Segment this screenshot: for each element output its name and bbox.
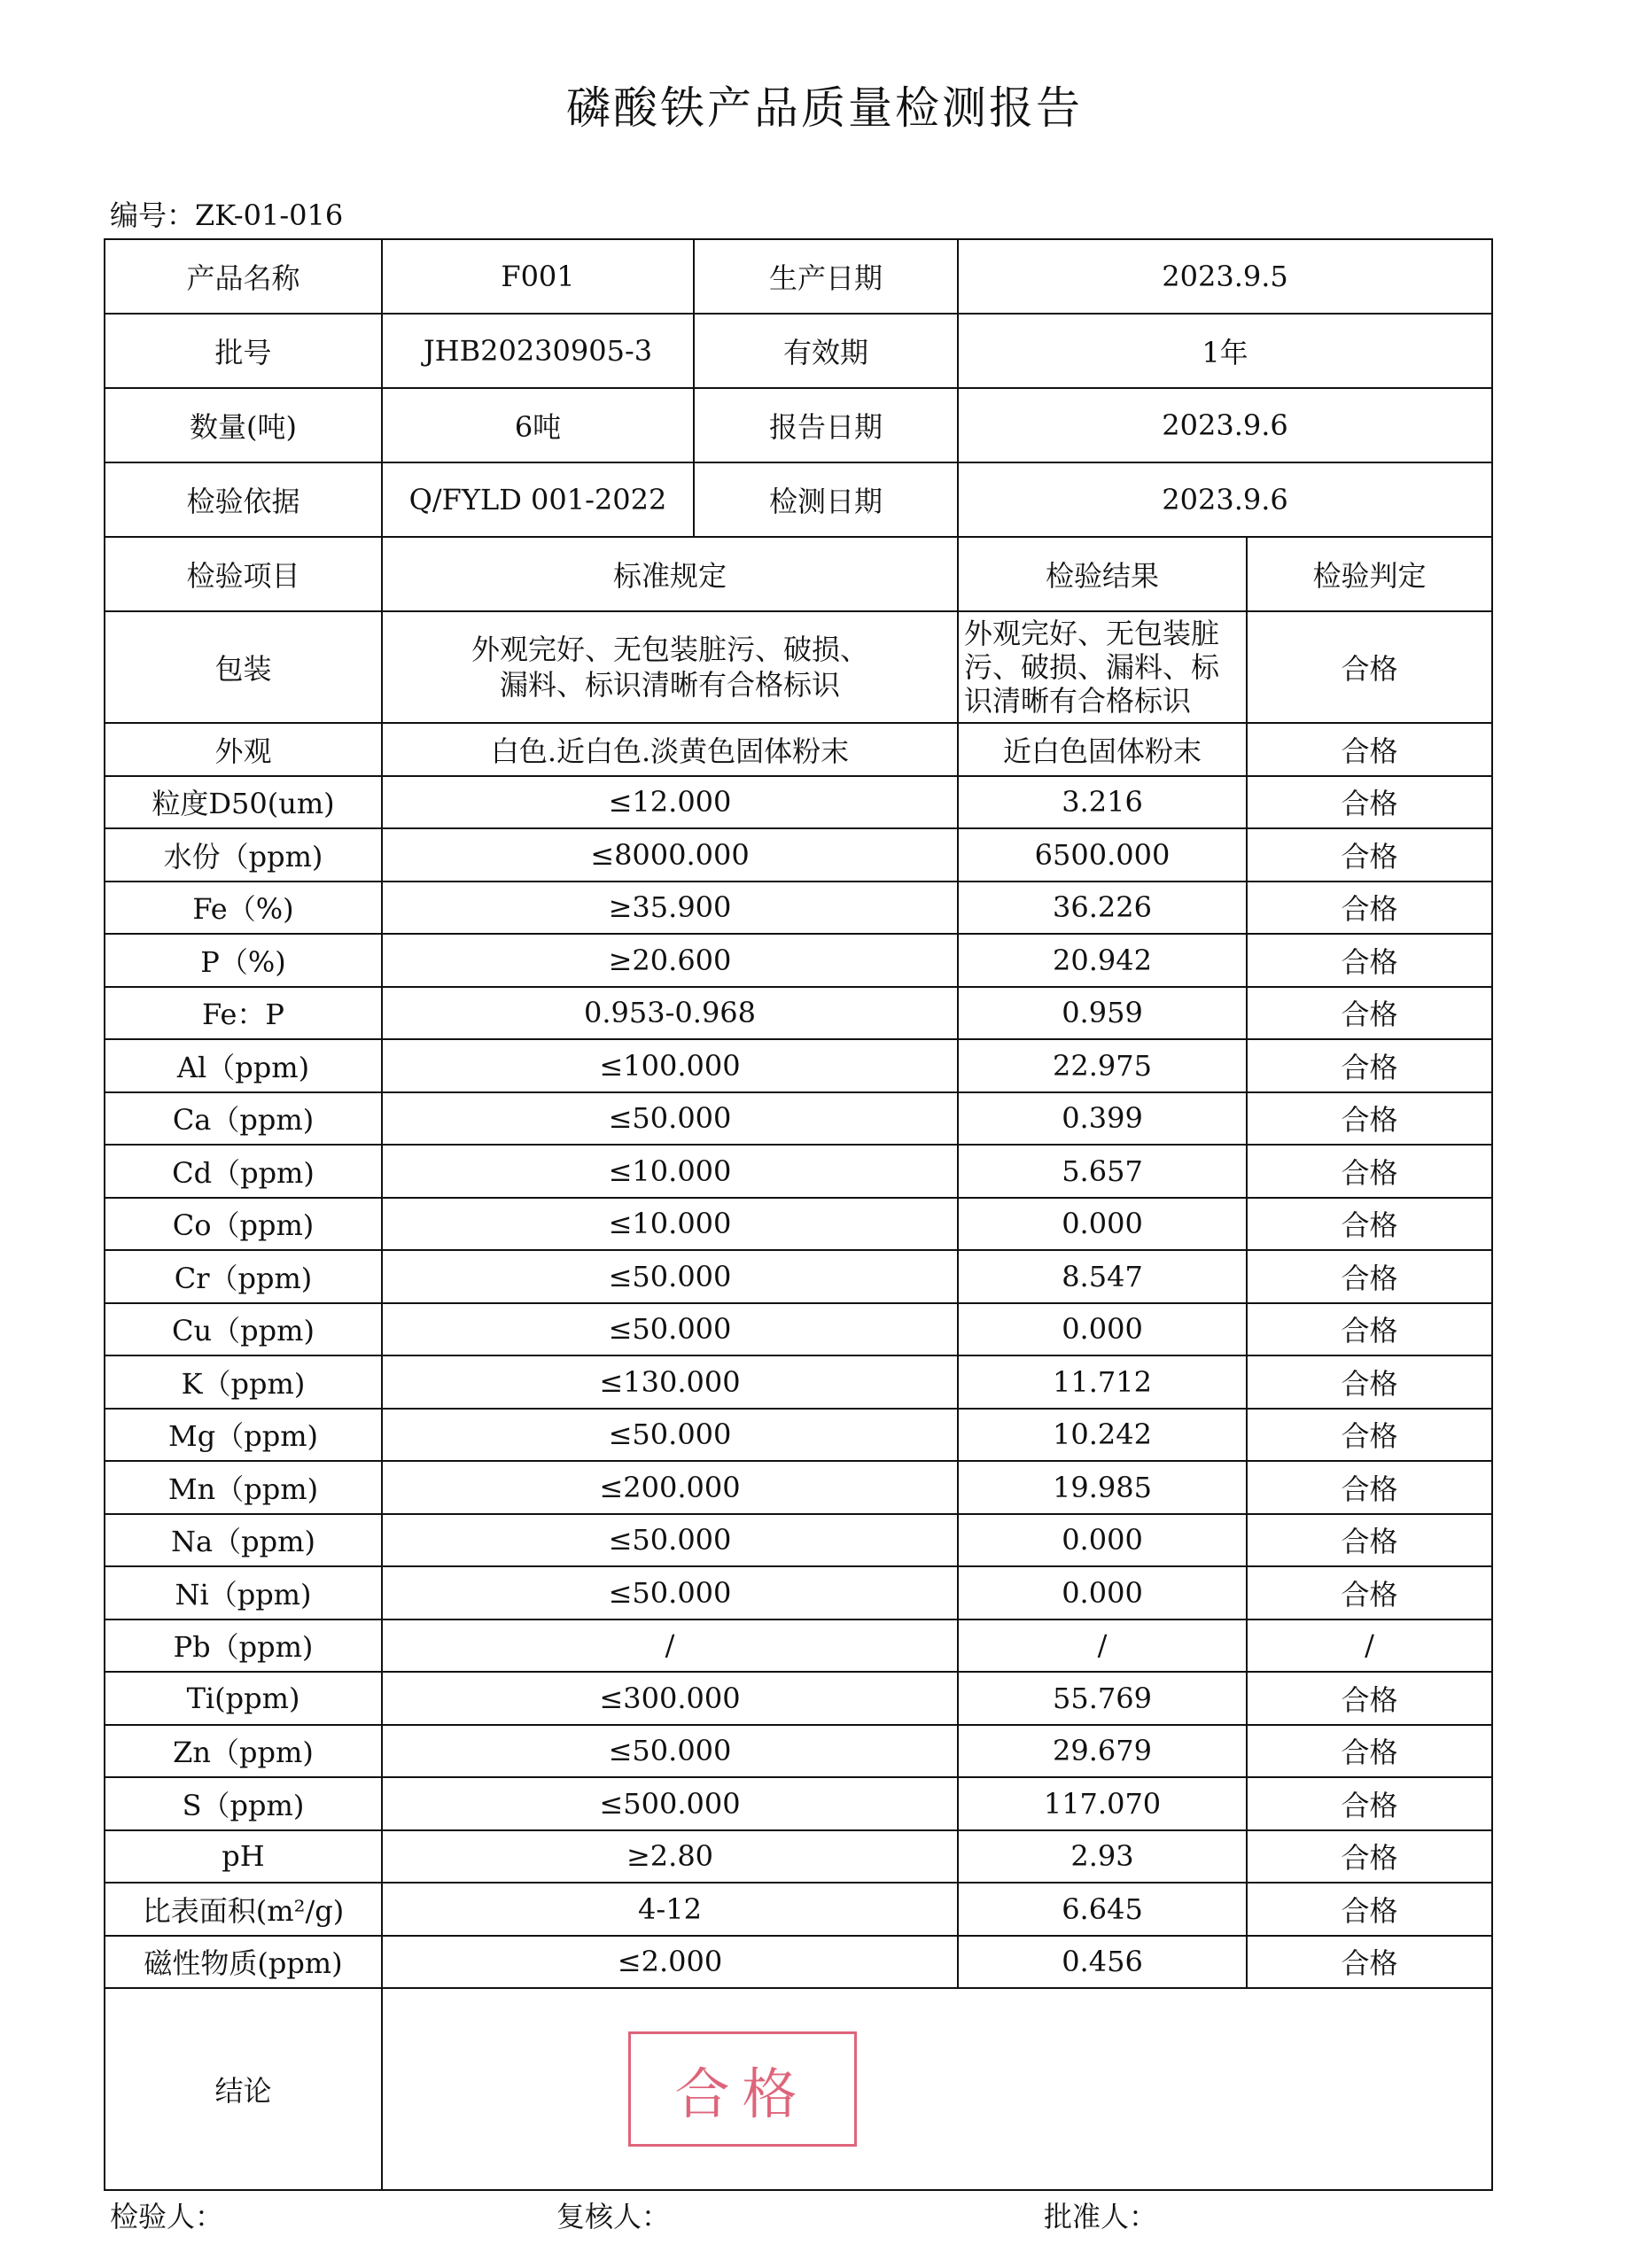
test-item: Mn（ppm) bbox=[105, 1461, 382, 1514]
test-item: Ni（ppm) bbox=[105, 1566, 382, 1619]
test-item: 比表面积(m²/g) bbox=[105, 1883, 382, 1936]
test-result: 117.070 bbox=[958, 1777, 1247, 1830]
test-result: 3.216 bbox=[958, 776, 1247, 829]
test-verdict: 合格 bbox=[1247, 882, 1492, 935]
test-result: 10.242 bbox=[958, 1409, 1247, 1462]
table-row bbox=[105, 1883, 1492, 1936]
table-row bbox=[105, 1566, 1492, 1619]
test-result: 5.657 bbox=[958, 1145, 1247, 1198]
info-value: 2023.9.6 bbox=[958, 462, 1492, 537]
test-verdict: 合格 bbox=[1247, 1936, 1492, 1989]
test-verdict: 合格 bbox=[1247, 1461, 1492, 1514]
test-verdict: 合格 bbox=[1247, 1830, 1492, 1884]
test-verdict: 合格 bbox=[1247, 1303, 1492, 1356]
info-label: 生产日期 bbox=[694, 239, 958, 314]
test-verdict: 合格 bbox=[1247, 723, 1492, 776]
test-item: Co（ppm) bbox=[105, 1198, 382, 1251]
test-standard: ≤50.000 bbox=[382, 1725, 958, 1778]
test-item: Fe（%) bbox=[105, 882, 382, 935]
test-item: Zn（ppm) bbox=[105, 1725, 382, 1778]
table-row bbox=[105, 1461, 1492, 1514]
test-item: Fe：P bbox=[105, 987, 382, 1040]
test-item: Cd（ppm) bbox=[105, 1145, 382, 1198]
test-verdict: 合格 bbox=[1247, 934, 1492, 987]
test-standard: ≥20.600 bbox=[382, 934, 958, 987]
info-value: Q/FYLD 001-2022 bbox=[382, 462, 694, 537]
test-standard: ≤50.000 bbox=[382, 1250, 958, 1303]
test-result: 0.000 bbox=[958, 1303, 1247, 1356]
table-row bbox=[105, 882, 1492, 935]
test-verdict: 合格 bbox=[1247, 1883, 1492, 1936]
test-verdict: 合格 bbox=[1247, 828, 1492, 882]
test-verdict: 合格 bbox=[1247, 1566, 1492, 1619]
test-verdict: / bbox=[1247, 1619, 1492, 1673]
info-row bbox=[105, 462, 1492, 537]
test-standard: ≤10.000 bbox=[382, 1145, 958, 1198]
test-standard: 0.953-0.968 bbox=[382, 987, 958, 1040]
test-item: Ca（ppm) bbox=[105, 1092, 382, 1146]
document-number: 编号：ZK-01-016 bbox=[110, 198, 344, 232]
test-item: 粒度D50(um) bbox=[105, 776, 382, 829]
test-standard: / bbox=[382, 1619, 958, 1673]
table-row bbox=[105, 1777, 1492, 1830]
table-row bbox=[105, 776, 1492, 829]
test-standard: ≤50.000 bbox=[382, 1566, 958, 1619]
info-label: 有效期 bbox=[694, 314, 958, 388]
reviewer-label: 复核人： bbox=[556, 2200, 671, 2233]
test-standard: ≥2.80 bbox=[382, 1830, 958, 1884]
test-item: Cu（ppm) bbox=[105, 1303, 382, 1356]
test-result: 0.959 bbox=[958, 987, 1247, 1040]
test-result: 19.985 bbox=[958, 1461, 1247, 1514]
info-value: F001 bbox=[382, 239, 694, 314]
info-value: 2023.9.5 bbox=[958, 239, 1492, 314]
test-result: 8.547 bbox=[958, 1250, 1247, 1303]
info-label: 产品名称 bbox=[105, 239, 382, 314]
test-standard: ≤500.000 bbox=[382, 1777, 958, 1830]
test-standard: ≤200.000 bbox=[382, 1461, 958, 1514]
test-standard: 外观完好、无包装脏污、破损、 漏料、标识清晰有合格标识 bbox=[382, 611, 958, 723]
conclusion-row bbox=[105, 1988, 1492, 2190]
report-title: 磷酸铁产品质量检测报告 bbox=[566, 82, 1083, 134]
test-item: 磁性物质(ppm) bbox=[105, 1936, 382, 1989]
table-row bbox=[105, 723, 1492, 776]
test-result: 近白色固体粉末 bbox=[958, 723, 1247, 776]
test-verdict: 合格 bbox=[1247, 1672, 1492, 1725]
test-result: 36.226 bbox=[958, 882, 1247, 935]
test-standard: ≤50.000 bbox=[382, 1514, 958, 1567]
table-row bbox=[105, 1039, 1492, 1092]
table-row bbox=[105, 1145, 1492, 1198]
table-row bbox=[105, 1514, 1492, 1567]
column-header: 检验判定 bbox=[1247, 537, 1492, 611]
test-result: 2.93 bbox=[958, 1830, 1247, 1884]
test-result: 0.000 bbox=[958, 1566, 1247, 1619]
test-standard: ≤130.000 bbox=[382, 1355, 958, 1409]
test-standard: ≤10.000 bbox=[382, 1198, 958, 1251]
column-header: 检验结果 bbox=[958, 537, 1247, 611]
test-verdict: 合格 bbox=[1247, 987, 1492, 1040]
test-item: K（ppm) bbox=[105, 1355, 382, 1409]
test-standard: ≥35.900 bbox=[382, 882, 958, 935]
info-label: 数量(吨) bbox=[105, 388, 382, 462]
info-value: 2023.9.6 bbox=[958, 388, 1492, 462]
test-item: S（ppm) bbox=[105, 1777, 382, 1830]
info-label: 检验依据 bbox=[105, 462, 382, 537]
test-result: 22.975 bbox=[958, 1039, 1247, 1092]
info-label: 报告日期 bbox=[694, 388, 958, 462]
info-value: 6吨 bbox=[382, 388, 694, 462]
table-row bbox=[105, 1409, 1492, 1462]
test-verdict: 合格 bbox=[1247, 1725, 1492, 1778]
test-result: 0.456 bbox=[958, 1936, 1247, 1989]
test-standard: ≤2.000 bbox=[382, 1936, 958, 1989]
test-standard: ≤50.000 bbox=[382, 1303, 958, 1356]
test-item: pH bbox=[105, 1830, 382, 1884]
table-row bbox=[105, 1725, 1492, 1778]
test-item: 水份（ppm) bbox=[105, 828, 382, 882]
report-table-body bbox=[105, 239, 1492, 2190]
test-item: P（%) bbox=[105, 934, 382, 987]
test-verdict: 合格 bbox=[1247, 1250, 1492, 1303]
test-verdict: 合格 bbox=[1247, 1145, 1492, 1198]
test-result: 6500.000 bbox=[958, 828, 1247, 882]
table-row bbox=[105, 987, 1492, 1040]
test-result: 外观完好、无包装脏 污、破损、漏料、标 识清晰有合格标识 bbox=[958, 611, 1247, 723]
test-item: 包装 bbox=[105, 611, 382, 723]
test-item: 外观 bbox=[105, 723, 382, 776]
test-verdict: 合格 bbox=[1247, 1777, 1492, 1830]
test-verdict: 合格 bbox=[1247, 611, 1492, 723]
table-row bbox=[105, 1303, 1492, 1356]
test-item: Na（ppm) bbox=[105, 1514, 382, 1567]
test-item: Al（ppm) bbox=[105, 1039, 382, 1092]
test-standard: ≤50.000 bbox=[382, 1409, 958, 1462]
test-verdict: 合格 bbox=[1247, 1039, 1492, 1092]
report-table bbox=[104, 238, 1493, 2191]
test-result: 0.399 bbox=[958, 1092, 1247, 1146]
test-result: 20.942 bbox=[958, 934, 1247, 987]
test-result: 6.645 bbox=[958, 1883, 1247, 1936]
pass-stamp: 合格 bbox=[628, 2031, 857, 2147]
test-result: / bbox=[958, 1619, 1247, 1673]
test-standard: ≤300.000 bbox=[382, 1672, 958, 1725]
test-result: 55.769 bbox=[958, 1672, 1247, 1725]
table-row bbox=[105, 1198, 1492, 1251]
approver-label: 批准人： bbox=[1044, 2200, 1158, 2233]
info-row bbox=[105, 388, 1492, 462]
table-row bbox=[105, 1355, 1492, 1409]
column-header-row bbox=[105, 537, 1492, 611]
test-verdict: 合格 bbox=[1247, 1514, 1492, 1567]
inspector-label: 检验人： bbox=[110, 2200, 224, 2233]
test-verdict: 合格 bbox=[1247, 1092, 1492, 1146]
table-row bbox=[105, 1092, 1492, 1146]
test-result: 29.679 bbox=[958, 1725, 1247, 1778]
test-standard: ≤50.000 bbox=[382, 1092, 958, 1146]
test-result: 0.000 bbox=[958, 1198, 1247, 1251]
conclusion-label: 结论 bbox=[105, 1988, 382, 2190]
table-row bbox=[105, 1830, 1492, 1884]
test-item: Cr（ppm) bbox=[105, 1250, 382, 1303]
table-row bbox=[105, 1619, 1492, 1673]
test-standard: ≤100.000 bbox=[382, 1039, 958, 1092]
info-label: 检测日期 bbox=[694, 462, 958, 537]
test-verdict: 合格 bbox=[1247, 1198, 1492, 1251]
test-result: 11.712 bbox=[958, 1355, 1247, 1409]
test-item: Pb（ppm) bbox=[105, 1619, 382, 1673]
test-standard: ≤8000.000 bbox=[382, 828, 958, 882]
test-standard: ≤12.000 bbox=[382, 776, 958, 829]
test-verdict: 合格 bbox=[1247, 776, 1492, 829]
table-row bbox=[105, 1936, 1492, 1989]
test-standard: 白色.近白色.淡黄色固体粉末 bbox=[382, 723, 958, 776]
test-verdict: 合格 bbox=[1247, 1409, 1492, 1462]
info-value: 1年 bbox=[958, 314, 1492, 388]
test-verdict: 合格 bbox=[1247, 1355, 1492, 1409]
test-standard: 4-12 bbox=[382, 1883, 958, 1936]
test-item: Mg（ppm) bbox=[105, 1409, 382, 1462]
packaging-row bbox=[105, 611, 1492, 723]
info-row bbox=[105, 314, 1492, 388]
info-row bbox=[105, 239, 1492, 314]
test-result: 0.000 bbox=[958, 1514, 1247, 1567]
table-row bbox=[105, 1672, 1492, 1725]
test-item: Ti(ppm) bbox=[105, 1672, 382, 1725]
table-row bbox=[105, 1250, 1492, 1303]
column-header: 标准规定 bbox=[382, 537, 958, 611]
table-row bbox=[105, 934, 1492, 987]
column-header: 检验项目 bbox=[105, 537, 382, 611]
table-row bbox=[105, 828, 1492, 882]
conclusion-cell bbox=[382, 1988, 1492, 2190]
info-label: 批号 bbox=[105, 314, 382, 388]
info-value: JHB20230905-3 bbox=[382, 314, 694, 388]
